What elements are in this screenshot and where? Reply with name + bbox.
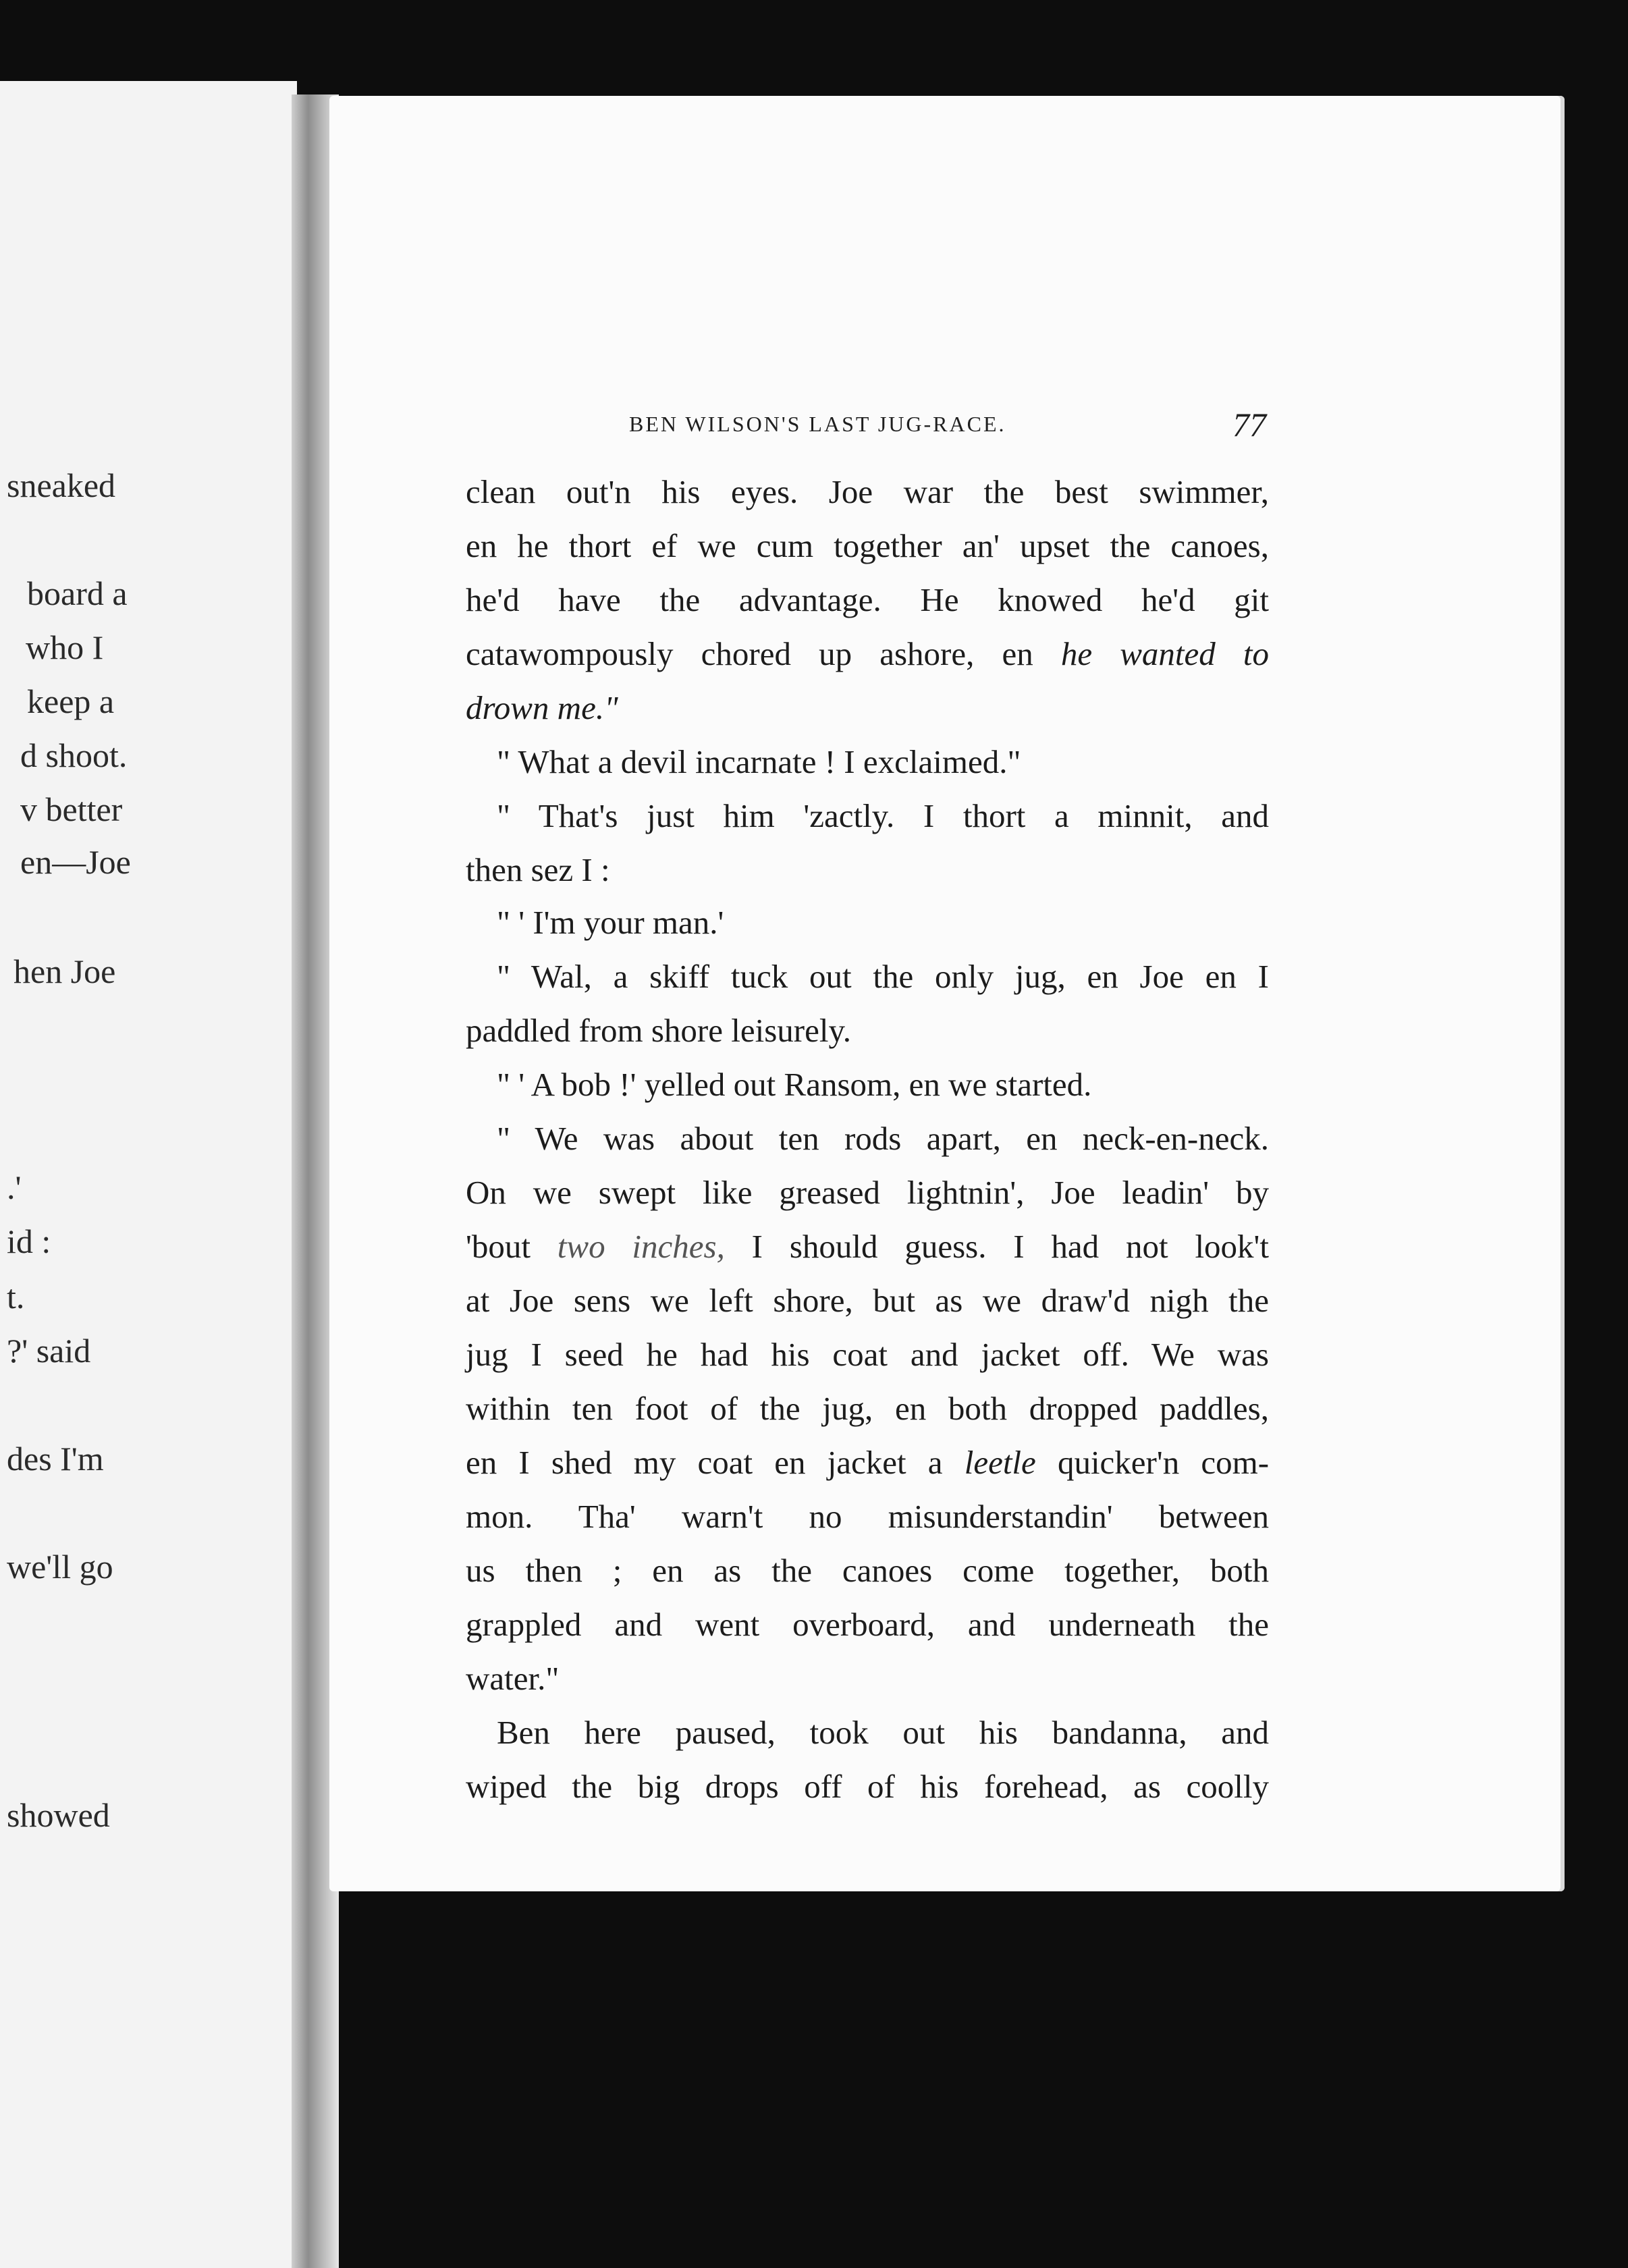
text-line: jug I seed he had his coat and jacket off. We was [466, 1336, 1269, 1373]
text-line: " That's just him 'zactly. I thort a minnit, and [497, 797, 1269, 834]
text-line [466, 688, 1269, 727]
left-fragment: sneaked [7, 466, 116, 504]
left-fragment: en—Joe [20, 843, 131, 881]
running-header: BEN WILSON'S LAST JUG-RACE. [629, 412, 1006, 436]
left-fragment: t. [7, 1278, 25, 1316]
left-fragment: keep a [27, 682, 115, 720]
text-line: Ben here paused, took out his bandanna, and [497, 1714, 1269, 1751]
left-fragment: v better [20, 790, 123, 828]
left-fragment: board a [27, 574, 128, 612]
text-run: 'bout [466, 1228, 531, 1265]
left-fragment: des I'm [7, 1440, 104, 1478]
text-line: grappled and went overboard, and underneath the [466, 1606, 1269, 1643]
italic-run: two inches, [557, 1228, 725, 1265]
left-fragment: showed [7, 1796, 110, 1834]
text-run: en I shed my coat en jacket a [466, 1444, 943, 1481]
left-fragment: .' [7, 1168, 22, 1206]
text-line: us then ; en as the canoes come together, both [466, 1552, 1269, 1589]
left-fragment: ?' said [7, 1332, 91, 1370]
text-line: " Wal, a skiff tuck out the only jug, en Joe en I [497, 958, 1269, 995]
text-line: wiped the big drops off of his forehead, as coolly [466, 1768, 1269, 1805]
italic-run: drown me." [466, 689, 618, 726]
text-line [466, 1443, 1269, 1482]
text-line: " ' I'm your man.' [497, 904, 724, 941]
left-fragment: we'll go [7, 1548, 113, 1586]
left-fragment: hen Joe [13, 952, 116, 990]
text-line: clean out'n his eyes. Joe war the best swimmer, [466, 473, 1269, 510]
italic-run: leetle [964, 1444, 1036, 1481]
text-line [466, 634, 1269, 673]
text-line: he'd have the advantage. He knowed he'd git [466, 581, 1269, 618]
text-line: en he thort ef we cum together an' upset the canoes, [466, 527, 1269, 564]
left-fragment: id : [7, 1222, 51, 1260]
text-line: then sez I : [466, 851, 610, 888]
page-number: 77 [1232, 406, 1266, 443]
text-line: at Joe sens we left shore, but as we draw'd nigh the [466, 1282, 1269, 1319]
text-line: " What a devil incarnate ! I exclaimed." [497, 743, 1021, 780]
text-line [466, 1227, 1269, 1266]
italic-run: he wanted to [1060, 635, 1269, 672]
text-line: paddled from shore leisurely. [466, 1012, 852, 1049]
text-run: quicker'n com- [1057, 1444, 1270, 1481]
text-run: I should guess. I had not look't [751, 1228, 1270, 1265]
text-line: mon. Tha' warn't no misunderstandin' between [466, 1498, 1269, 1535]
text-line: " We was about ten rods apart, en neck-en-neck. [497, 1120, 1269, 1157]
left-fragment: d shoot. [20, 736, 128, 774]
text-line: water." [466, 1660, 560, 1697]
text-line: within ten foot of the jug, en both dropped paddles, [466, 1390, 1269, 1427]
text-run: catawompously chored up ashore, en [466, 635, 1033, 672]
text-line: " ' A bob !' yelled out Ransom, en we started. [497, 1066, 1092, 1103]
left-fragment: who I [26, 628, 104, 666]
previous-page-edge [0, 81, 297, 2268]
text-line: On we swept like greased lightnin', Joe leadin' by [466, 1174, 1269, 1211]
